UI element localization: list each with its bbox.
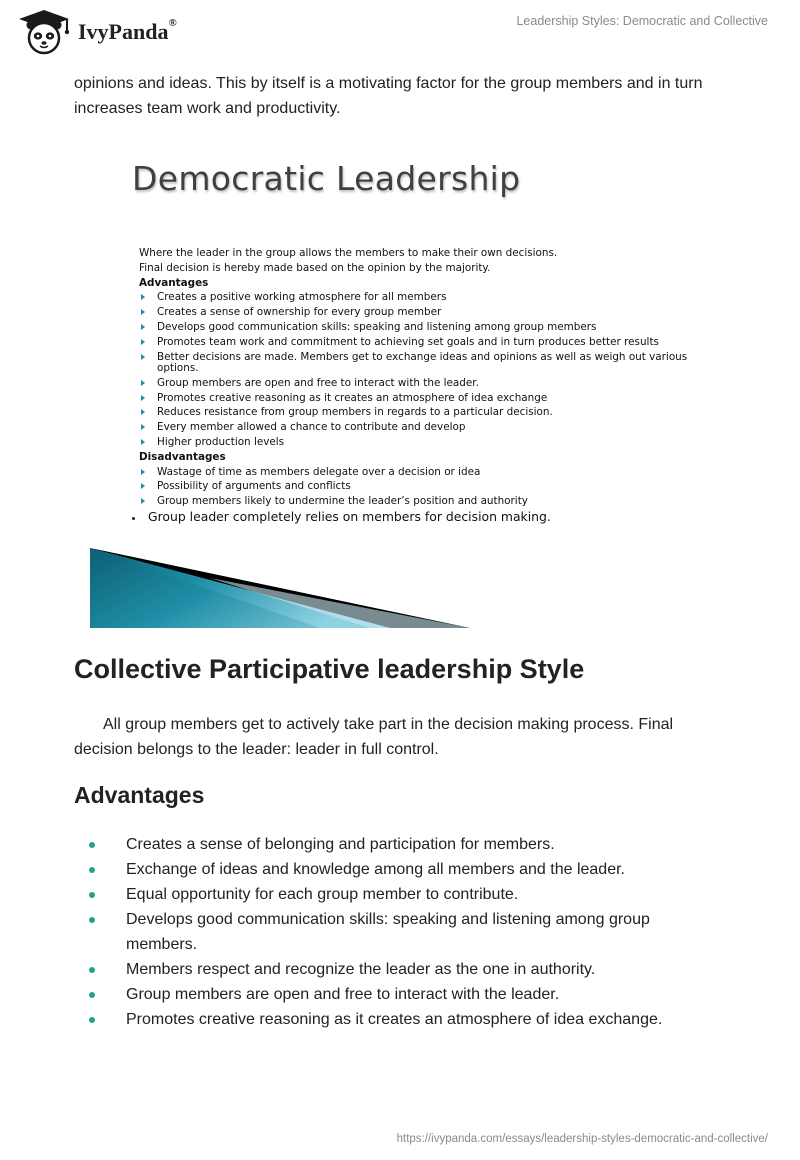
list-item: Possibility of arguments and conflicts (139, 479, 699, 494)
slide-advantages-list (139, 290, 699, 449)
panda-graduate-icon (14, 9, 74, 55)
list-item: Creates a sense of belonging and participation for members. (0, 832, 686, 857)
list-item: Develops good communication skills: speaking and listening among group members (139, 320, 699, 335)
bullet-icon (89, 992, 95, 998)
list-item: Every member allowed a chance to contribute and develop (139, 420, 699, 435)
list-item: Exchange of ideas and knowledge among all members and the leader. (0, 857, 686, 882)
list-item: Group leader completely relies on members for decision making. (130, 509, 699, 525)
intro-paragraph: opinions and ideas. This by itself is a motivating factor for the group members and in turn increases team work and productivity. (74, 75, 703, 117)
list-item: Promotes creative reasoning as it creates an atmosphere of idea exchange. (0, 1007, 686, 1032)
list-item: Wastage of time as members delegate over a decision or idea (139, 465, 699, 480)
list-item: Promotes team work and commitment to achieving set goals and in turn produces better results (139, 335, 699, 350)
list-item: Higher production levels (139, 435, 699, 450)
bullet-icon (89, 867, 95, 873)
slide-decorative-shape (90, 548, 710, 628)
bullet-icon (89, 917, 95, 923)
list-item: Develops good communication skills: speaking and listening among group members. (0, 907, 686, 957)
list-item: Members respect and recognize the leader as the one in authority. (0, 957, 686, 982)
advantages-list (0, 832, 800, 1032)
list-item: Promotes creative reasoning as it creates an atmosphere of idea exchange (139, 391, 699, 406)
slide-disadvantages-list (139, 465, 699, 525)
section-paragraph: All group members get to actively take part in the decision making process. Final decision belongs to the leader: leader in full control. (74, 716, 674, 758)
list-item: Creates a positive working atmosphere for all members (139, 290, 699, 305)
bullet-icon (89, 842, 95, 848)
page-header (0, 0, 800, 60)
slide-line: Where the leader in the group allows the members to make their own decisions. (139, 247, 558, 259)
list-item: Group members are open and free to interact with the leader. (0, 982, 686, 1007)
list-item: Creates a sense of ownership for every group member (139, 305, 699, 320)
advantages-heading: Advantages (74, 782, 205, 808)
list-item: Group members likely to undermine the leader’s position and authority (139, 494, 699, 509)
list-item: Group members are open and free to interact with the leader. (139, 376, 699, 391)
document-title: Leadership Styles: Democratic and Collective (516, 14, 768, 28)
slide-line: Final decision is hereby made based on the opinion by the majority. (139, 261, 491, 274)
bullet-icon (89, 967, 95, 973)
section-heading: Collective Participative leadership Style (74, 654, 585, 684)
slide-disadvantages-heading: Disadvantages (139, 450, 226, 463)
slide-advantages-heading: Advantages (139, 276, 209, 289)
logo-wordmark: IvyPanda® (78, 17, 177, 44)
bullet-icon (89, 1017, 95, 1023)
list-item: Equal opportunity for each group member to contribute. (0, 882, 686, 907)
slide-title: Democratic Leadership (132, 159, 521, 198)
footer-url[interactable]: https://ivypanda.com/essays/leadership-styles-democratic-and-collective/ (396, 1133, 768, 1145)
logo[interactable] (14, 9, 264, 55)
bullet-icon (89, 892, 95, 898)
slide-image (90, 140, 710, 628)
list-item: Reduces resistance from group members in regards to a particular decision. (139, 405, 699, 420)
slide-body (139, 246, 699, 525)
list-item: Better decisions are made. Members get to exchange ideas and opinions as well as weigh out various options. (139, 350, 699, 376)
